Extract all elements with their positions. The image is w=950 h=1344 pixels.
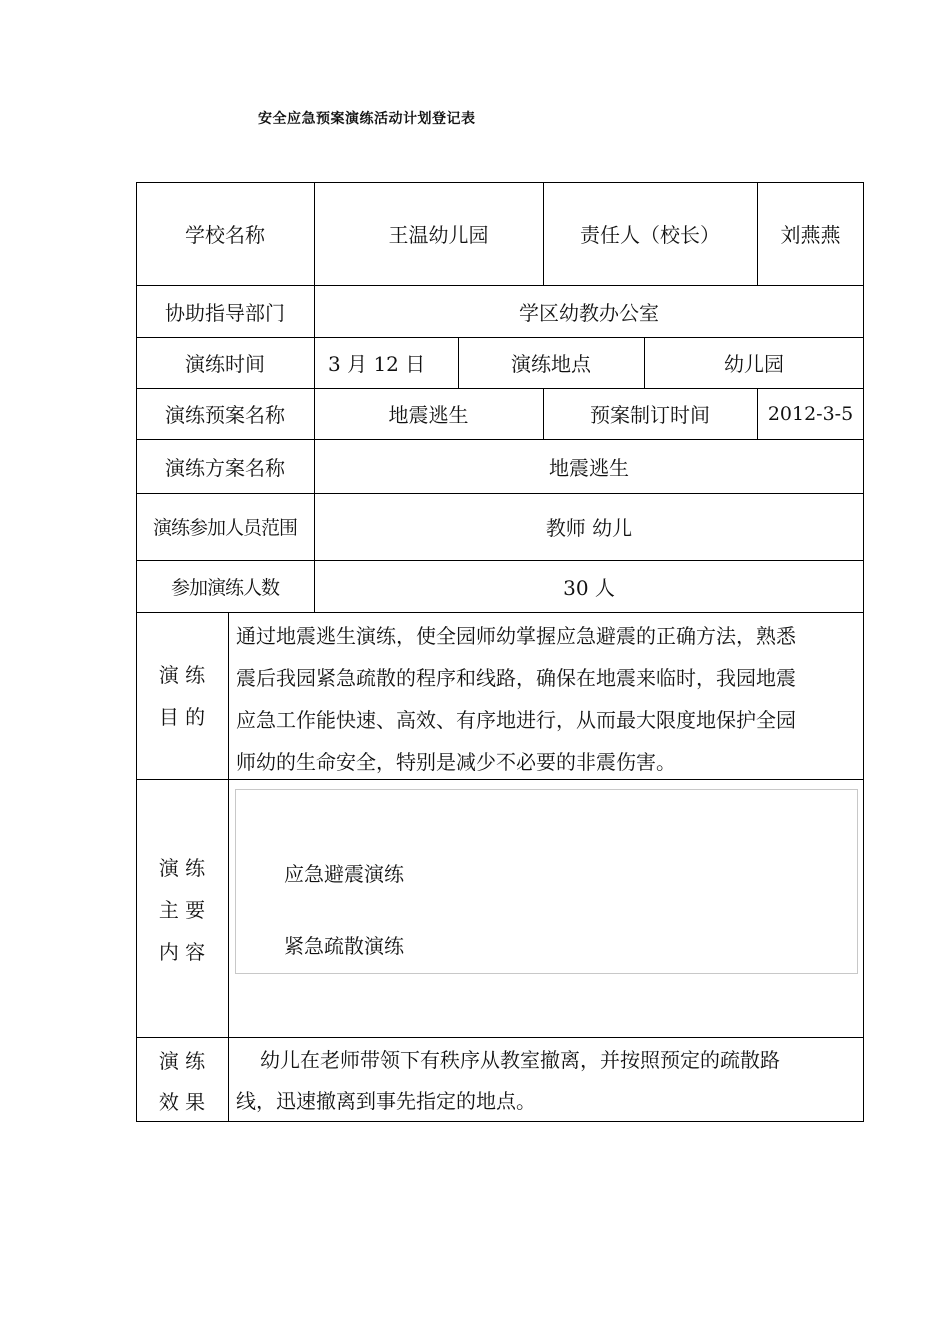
row-divider: [136, 1037, 864, 1038]
effect-label-line1: 演 练: [158, 1049, 206, 1073]
school-name-value: 王温幼儿园: [388, 223, 489, 247]
plan-date-value: 2012-3-5: [767, 402, 854, 425]
content-item: 应急避震演练: [284, 862, 404, 886]
participant-scope-value: 教师 幼儿: [545, 516, 633, 540]
content-label-line1: 演 练: [158, 856, 206, 880]
row-divider: [136, 612, 864, 613]
purpose-label-line1: 演 练: [158, 663, 206, 687]
plan-name-label: 演练预案名称: [165, 403, 285, 427]
purpose-label-line2: 目 的: [158, 705, 206, 729]
drill-time-label: 演练时间: [185, 352, 265, 376]
leader-label: 责任人（校长）: [580, 223, 720, 247]
content-inner-box: [235, 789, 858, 974]
content-item: 紧急疏散演练: [284, 934, 404, 958]
content-label-line2: 主 要: [158, 898, 206, 922]
drill-time-value: 3 月 12 日: [328, 352, 426, 376]
col-divider: [228, 612, 229, 1122]
assist-dept-value: 学区幼教办公室: [519, 300, 659, 325]
purpose-line: 应急工作能快速、高效、有序地进行，从而最大限度地保护全园: [236, 708, 796, 732]
purpose-line: 震后我园紧急疏散的程序和线路，确保在地震来临时，我园地震: [236, 666, 796, 690]
purpose-line: 通过地震逃生演练，使全园师幼掌握应急避震的正确方法，熟悉: [236, 624, 796, 648]
participant-count-value: 30 人: [563, 575, 615, 600]
plan-date-label: 预案制订时间: [590, 403, 710, 427]
drill-place-label: 演练地点: [511, 352, 591, 376]
effect-line: 幼儿在老师带领下有秩序从教室撤离，并按照预定的疏散路: [260, 1048, 780, 1072]
participant-count-label: 参加演练人数: [170, 576, 279, 599]
scheme-name-label: 演练方案名称: [165, 455, 285, 480]
participant-scope-label: 演练参加人员范围: [152, 517, 297, 539]
plan-name-value: 地震逃生: [388, 403, 469, 427]
effect-text: [236, 1040, 780, 1122]
effect-line: 线，迅速撤离到事先指定的地点。: [236, 1089, 536, 1113]
drill-place-value: 幼儿园: [724, 352, 784, 376]
effect-label-line2: 效 果: [158, 1090, 206, 1114]
assist-dept-label: 协助指导部门: [165, 300, 285, 325]
purpose-line: 师幼的生命安全，特别是减少不必要的非震伤害。: [236, 750, 676, 774]
content-label-line3: 内 容: [158, 940, 206, 964]
document-title: 安全应急预案演练活动计划登记表: [258, 111, 476, 127]
purpose-text: [236, 615, 796, 783]
leader-value: 刘燕燕: [780, 223, 841, 247]
school-name-label: 学校名称: [185, 223, 265, 247]
registration-table: [136, 182, 864, 1122]
scheme-name-value: 地震逃生: [549, 455, 629, 480]
